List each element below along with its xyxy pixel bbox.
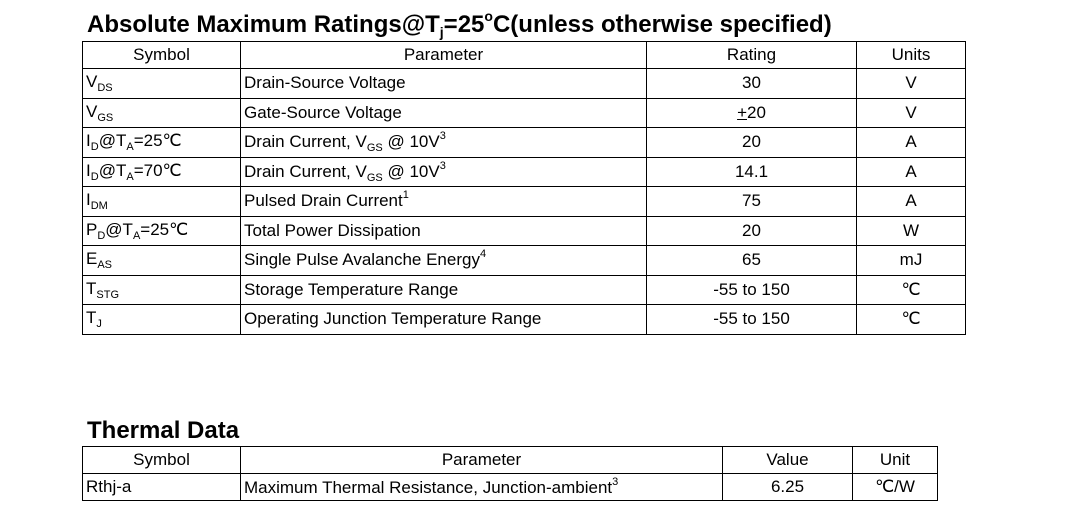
symbol-cell: $E_{AS}$: [83, 246, 241, 276]
thermal-section-title: Thermal Data: [87, 417, 240, 444]
table-row: [83, 157, 966, 187]
table-header-row: [83, 42, 966, 69]
rating-cell: -55 to 150: [647, 275, 857, 305]
parameter-cell: Maximum Thermal Resistance, Junction-ambient$^3$: [241, 474, 723, 501]
symbol-cell: $I_D@T_A=70℃$: [83, 157, 241, 187]
parameter-cell: Pulsed Drain Current$^1$: [241, 187, 647, 217]
units-cell: V: [857, 98, 966, 128]
column-header-symbol: Symbol: [83, 447, 241, 474]
unit-cell: ℃/W: [853, 474, 938, 501]
units-cell: A: [857, 187, 966, 217]
rating-cell: 20: [647, 216, 857, 246]
symbol-cell: $I_{DM}$: [83, 187, 241, 217]
rating-cell: 20: [647, 128, 857, 158]
rating-cell: -55 to 150: [647, 305, 857, 335]
units-cell: ℃: [857, 305, 966, 335]
symbol-cell: $V_{GS}$: [83, 98, 241, 128]
parameter-cell: Drain Current, $V_{GS}$ @ $10V^3$: [241, 128, 647, 158]
table-row: [83, 216, 966, 246]
ratings-section-title: Absolute Maximum $Ratings@T_j=25^oC(unless$ otherwise specified): [87, 8, 832, 40]
rating-cell: 75: [647, 187, 857, 217]
column-header-symbol: Symbol: [83, 42, 241, 69]
table-row: [83, 128, 966, 158]
units-cell: A: [857, 157, 966, 187]
thermal-data-table: [82, 446, 938, 501]
table-header-row: [83, 447, 938, 474]
table-row: [83, 98, 966, 128]
column-header-units: Units: [857, 42, 966, 69]
symbol-cell: $I_D@T_A=25℃$: [83, 128, 241, 158]
units-cell: mJ: [857, 246, 966, 276]
parameter-cell: Single Pulse Avalanche Energy$^4$: [241, 246, 647, 276]
parameter-cell: Gate-Source Voltage: [241, 98, 647, 128]
parameter-cell: Operating Junction Temperature Range: [241, 305, 647, 335]
rating-cell: 30: [647, 69, 857, 99]
table-row: [83, 275, 966, 305]
symbol-cell: $V_{DS}$: [83, 69, 241, 99]
rating-cell: 14.1: [647, 157, 857, 187]
table-row: [83, 246, 966, 276]
symbol-cell: $T_J$: [83, 305, 241, 335]
symbol-cell: $P_D@T_A=25℃$: [83, 216, 241, 246]
column-header-parameter: Parameter: [241, 42, 647, 69]
table-row: [83, 69, 966, 99]
column-header-rating: Rating: [647, 42, 857, 69]
parameter-cell: Drain Current, $V_{GS}$ @ $10V^3$: [241, 157, 647, 187]
rating-cell: +20: [647, 98, 857, 128]
value-cell: 6.25: [723, 474, 853, 501]
column-header-parameter: Parameter: [241, 447, 723, 474]
parameter-cell: Storage Temperature Range: [241, 275, 647, 305]
units-cell: W: [857, 216, 966, 246]
rating-cell: 65: [647, 246, 857, 276]
table-row: [83, 474, 938, 501]
table-row: [83, 305, 966, 335]
parameter-cell: Total Power Dissipation: [241, 216, 647, 246]
symbol-cell: $T_{STG}$: [83, 275, 241, 305]
units-cell: A: [857, 128, 966, 158]
units-cell: V: [857, 69, 966, 99]
units-cell: ℃: [857, 275, 966, 305]
column-header-value: Value: [723, 447, 853, 474]
column-header-unit: Unit: [853, 447, 938, 474]
symbol-cell: Rthj-a: [83, 474, 241, 501]
table-row: [83, 187, 966, 217]
absolute-maximum-ratings-table: [82, 41, 966, 335]
parameter-cell: Drain-Source Voltage: [241, 69, 647, 99]
